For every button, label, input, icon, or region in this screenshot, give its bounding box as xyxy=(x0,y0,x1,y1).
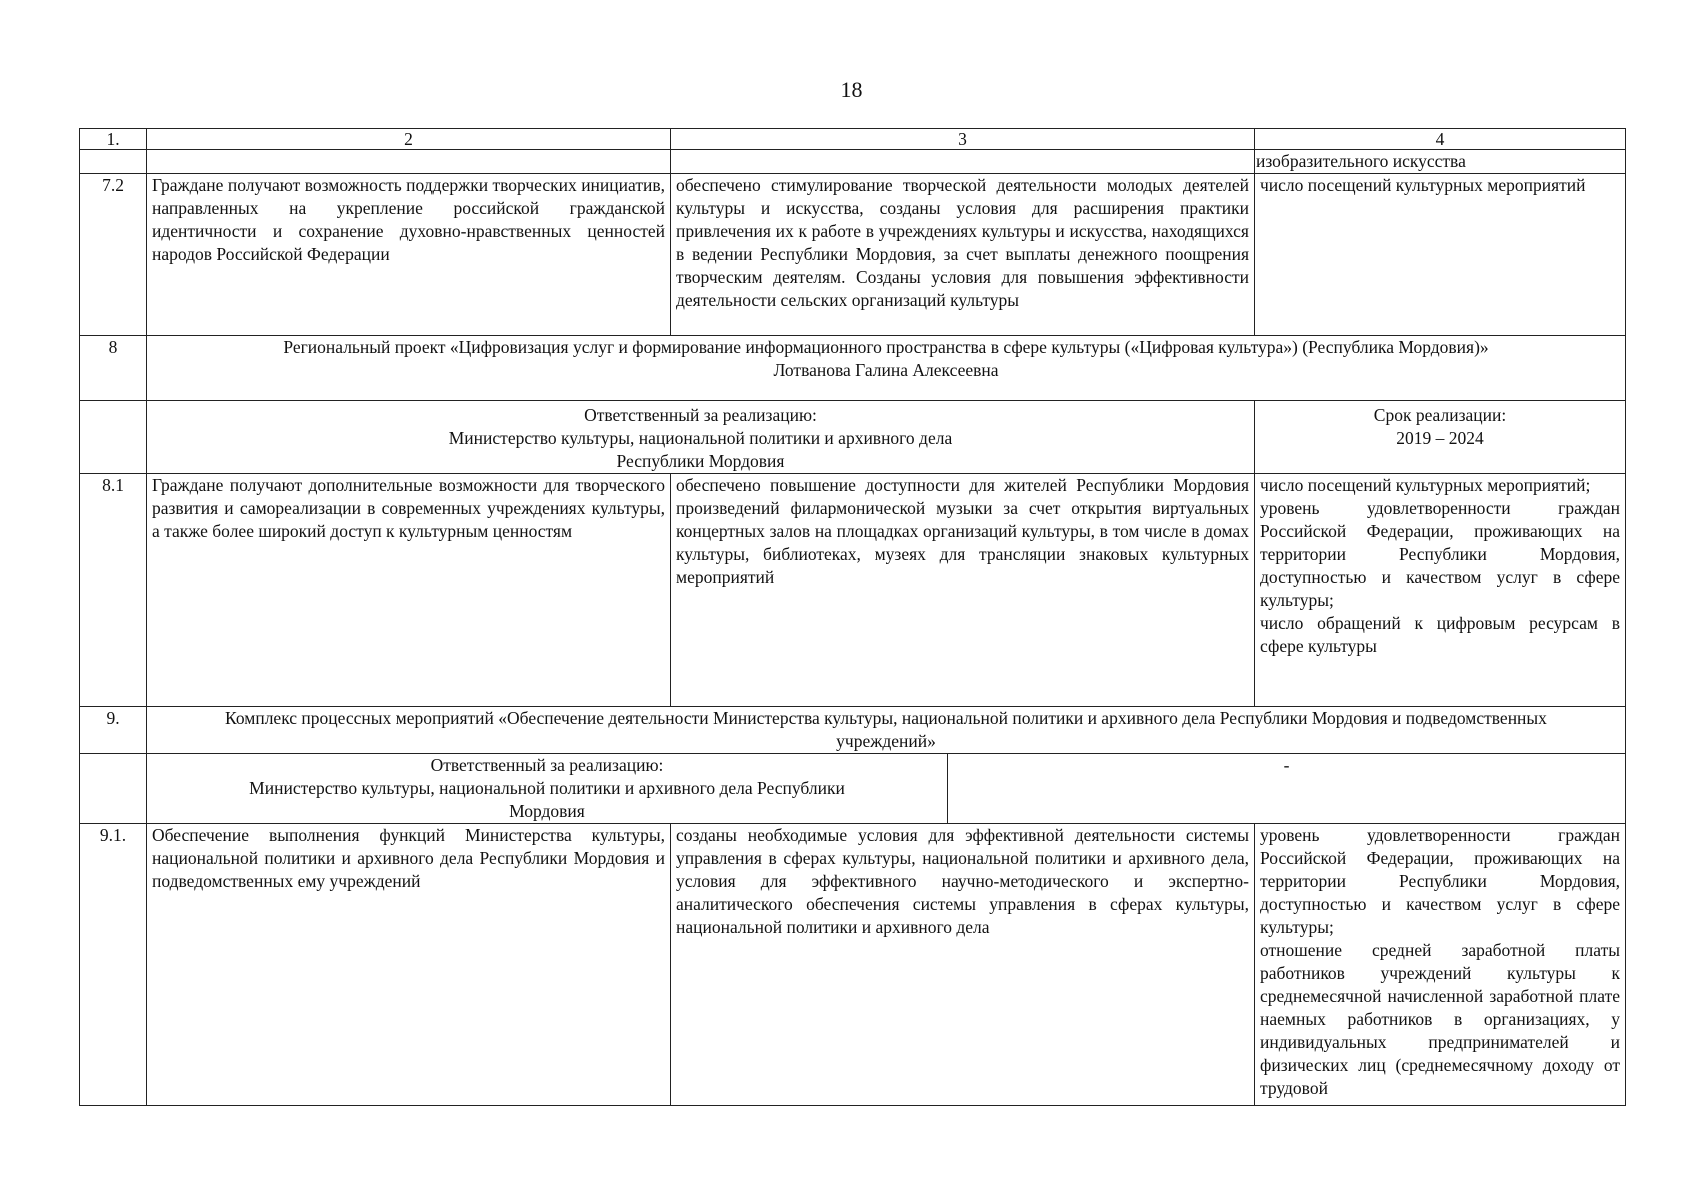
page-number: 18 xyxy=(840,77,863,102)
header-col-3: 3 xyxy=(671,129,1255,150)
row-9-1-task: Обеспечение выполнения функций Министерства культуры, национальной политики и архивного дела Республики Мордовия и подведомственных ему учреждений xyxy=(147,824,671,1106)
table-row-8-responsible xyxy=(80,401,1626,474)
continuation-row xyxy=(80,150,1626,174)
row-7-2-indicator: число посещений культурных мероприятий xyxy=(1255,174,1626,336)
row-8-title: Региональный проект «Цифровизация услуг и формирование информационного пространства в сфере культуры («Цифровая культура») (Республика Мордовия)» Лотванова Галина Алексеевна xyxy=(147,336,1626,401)
table-row-8 xyxy=(80,336,1626,401)
row-8-1-task: Граждане получают дополнительные возможности для творческого развития и самореализации в современных учреждениях культуры, а также более широкий доступ к культурным ценностям xyxy=(147,474,671,707)
program-table xyxy=(79,128,1626,1106)
table-row-8-1 xyxy=(80,474,1626,707)
row-7-2-result: обеспечено стимулирование творческой деятельности молодых деятелей культуры и искусства, созданы условия для расширения практики привлечения их к работе в учреждениях культуры и искусства, находящихся в ведении Республики Мордовия, за счет выплаты денежного поощрения творческим деятелям. Созданы условия для повышения эффективности деятельности сельских организаций культуры xyxy=(671,174,1255,336)
table-row-7-2 xyxy=(80,174,1626,336)
row-9-1-result: созданы необходимые условия для эффективной деятельности системы управления в сферах культуры, национальной политики и архивного дела, условия для эффективного научно-методического и экспертно-аналитического обеспечения системы управления в сферах культуры, национальной политики и архивного дела xyxy=(671,824,1255,1106)
row-9-term: - xyxy=(948,754,1626,824)
row-number: 8.1 xyxy=(80,474,147,707)
row-8-term: Срок реализации: 2019 – 2024 xyxy=(1255,401,1626,474)
table-row-9-1 xyxy=(80,824,1626,1106)
row-9-1-indicator: уровень удовлетворенности граждан Российской Федерации, проживающих на территории Республики Мордовия, доступностью и качеством услуг в сфере культуры; отношение средней заработной платы работников учреждений культуры к среднемесячной начисленной заработной плате наемных работников в организациях, у индивидуальных предпринимателей и физических лиц (среднемесячному доходу от трудовой xyxy=(1255,824,1626,1106)
header-col-2: 2 xyxy=(147,129,671,150)
row-number: 9. xyxy=(80,707,147,754)
row-8-1-indicator: число посещений культурных мероприятий; уровень удовлетворенности граждан Российской Федерации, проживающих на территории Республики Мордовия, доступностью и качеством услуг в сфере культуры; число обращений к цифровым ресурсам в сфере культуры xyxy=(1255,474,1626,707)
row-9-responsible: Ответственный за реализацию: Министерство культуры, национальной политики и архивного дела Республики Мордовия xyxy=(147,754,948,824)
row-8-responsible: Ответственный за реализацию: Министерство культуры, национальной политики и архивного дела Республики Мордовия xyxy=(147,401,1255,474)
table-row-9 xyxy=(80,707,1626,754)
continuation-text: изобразительного искусства xyxy=(1255,150,1626,174)
row-7-2-task: Граждане получают возможность поддержки творческих инициатив, направленных на укрепление российской гражданской идентичности и сохранение духовно-нравственных ценностей народов Российской Федерации xyxy=(147,174,671,336)
header-col-1: 1. xyxy=(80,129,147,150)
row-number: 8 xyxy=(80,336,147,401)
row-8-1-result: обеспечено повышение доступности для жителей Республики Мордовия произведений филармонической музыки за счет открытия виртуальных концертных залов на площадках организаций культуры, в том числе в домах культуры, библиотеках, музеях для трансляции знаковых культурных мероприятий xyxy=(671,474,1255,707)
header-row xyxy=(80,129,1626,150)
row-number: 7.2 xyxy=(80,174,147,336)
row-9-title: Комплекс процессных мероприятий «Обеспечение деятельности Министерства культуры, национальной политики и архивного дела Республики Мордовия и подведомственных учреждений» xyxy=(147,707,1626,754)
table-row-9-responsible xyxy=(80,754,1626,824)
row-number: 9.1. xyxy=(80,824,147,1106)
header-col-4: 4 xyxy=(1255,129,1626,150)
